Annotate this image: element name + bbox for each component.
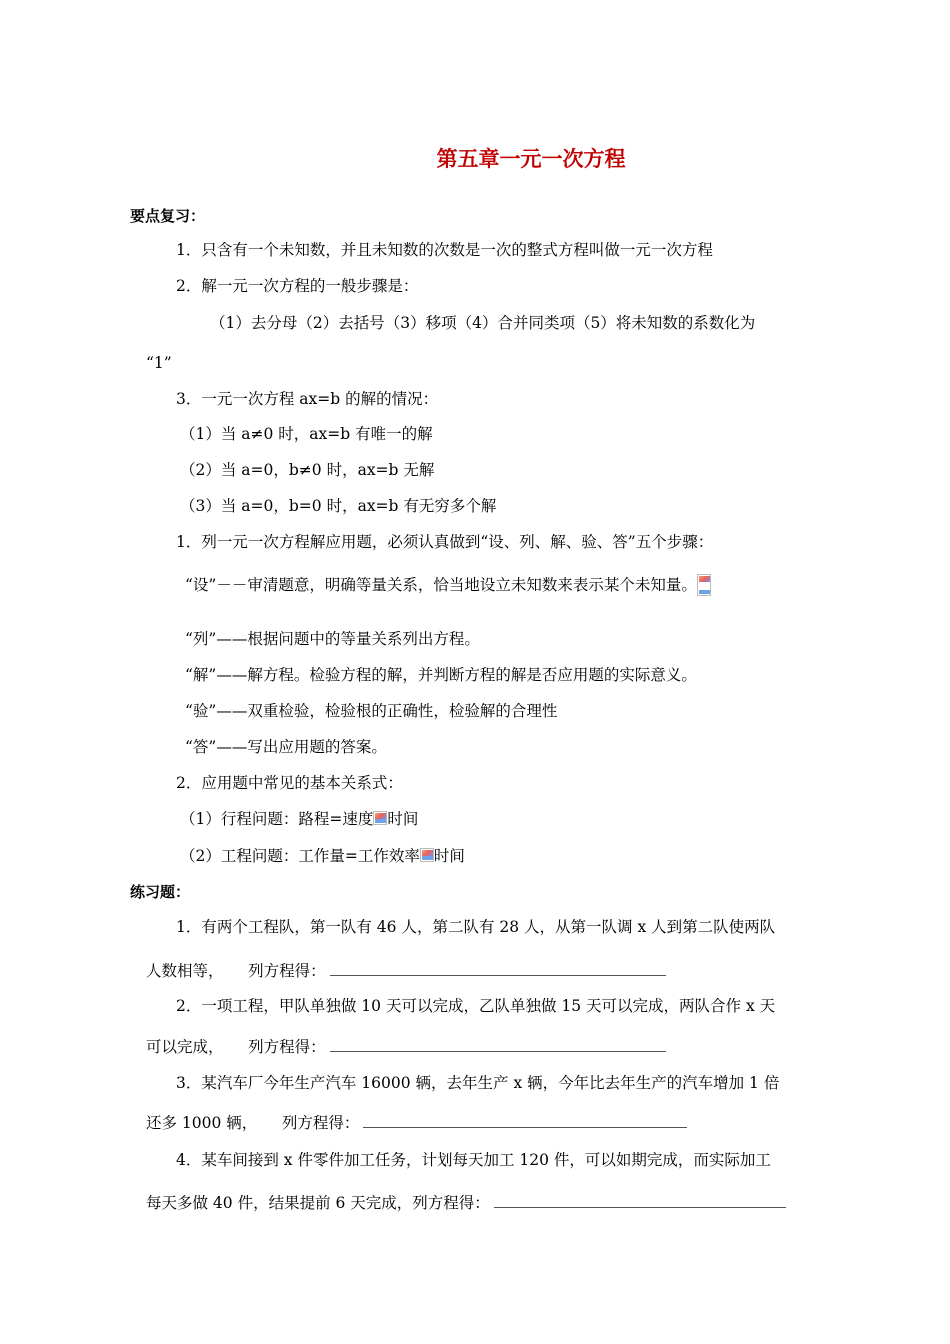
step-she xyxy=(185,574,711,596)
question-2-line-1: 2．一项工程，甲队单独做 10 天可以完成，乙队单独做 15 天可以完成，两队合作 x 天 xyxy=(176,997,776,1015)
step-yan: “验”——双重检验，检验根的正确性，检验解的合理性 xyxy=(185,702,558,720)
question-3-line-1: 3．某汽车厂今年生产汽车 16000 辆，去年生产 x 辆，今年比去年生产的汽车增加 1 倍 xyxy=(176,1074,780,1092)
review-point-5: 2．应用题中常见的基本关系式： xyxy=(176,774,403,792)
question-4-line-2 xyxy=(146,1192,786,1213)
review-heading: 要点复习： xyxy=(130,207,206,225)
formula-travel xyxy=(180,809,418,829)
review-point-3: 3．一元一次方程 ax=b 的解的情况： xyxy=(176,390,439,408)
question-3-line-2 xyxy=(146,1112,687,1133)
review-point-3-case-a: （1）当 a≠0 时，ax=b 有唯一的解 xyxy=(180,425,433,443)
answer-blank[interactable] xyxy=(330,1036,666,1052)
formula-travel-left: （1）行程问题：路程=速度 xyxy=(180,810,374,828)
review-point-3-case-c: （3）当 a=0，b=0 时，ax=b 有无穷多个解 xyxy=(180,497,497,515)
answer-blank[interactable] xyxy=(494,1192,786,1208)
question-2-line-2 xyxy=(146,1036,666,1057)
image-placeholder-icon xyxy=(697,574,711,596)
step-jie: “解”——解方程。检验方程的解，并判断方程的解是否应用题的实际意义。 xyxy=(185,666,697,684)
image-placeholder-icon xyxy=(420,848,434,862)
review-point-3-case-b: （2）当 a=0，b≠0 时，ax=b 无解 xyxy=(180,461,435,479)
answer-blank[interactable] xyxy=(330,960,666,976)
formula-work-right: 时间 xyxy=(433,847,465,865)
review-point-2: 2．解一元一次方程的一般步骤是： xyxy=(176,277,419,295)
review-point-4: 1．列一元一次方程解应用题，必须认真做到“设、列、解、验、答”五个步骤： xyxy=(176,533,714,551)
question-1-line-2 xyxy=(146,960,666,981)
question-2-prompt: 可以完成， 列方程得： xyxy=(146,1038,326,1056)
question-1-prompt: 人数相等， 列方程得： xyxy=(146,962,326,980)
question-4-prompt: 每天多做 40 件，结果提前 6 天完成，列方程得： xyxy=(146,1194,490,1212)
step-she-text: “设”－－审清题意，明确等量关系，恰当地设立未知数来表示某个未知量。 xyxy=(185,576,697,594)
question-4-line-1: 4．某车间接到 x 件零件加工任务，计划每天加工 120 件，可以如期完成，而实际加工 xyxy=(176,1151,771,1169)
step-lie: “列”——根据问题中的等量关系列出方程。 xyxy=(185,630,480,648)
question-3-prompt: 还多 1000 辆， 列方程得： xyxy=(146,1114,360,1132)
step-da: “答”——写出应用题的答案。 xyxy=(185,738,387,756)
answer-blank[interactable] xyxy=(363,1112,687,1128)
review-point-2-end: “1” xyxy=(146,354,172,372)
formula-work-left: （2）工程问题：工作量=工作效率 xyxy=(180,847,420,865)
exercises-heading: 练习题： xyxy=(130,883,191,901)
formula-travel-right: 时间 xyxy=(387,810,419,828)
formula-work xyxy=(180,846,465,866)
page-title: 第五章一元一次方程 xyxy=(436,147,626,171)
image-placeholder-icon xyxy=(373,811,387,825)
review-point-2-steps: （1）去分母（2）去括号（3）移项（4）合并同类项（5）将未知数的系数化为 xyxy=(210,314,756,332)
review-point-1: 1．只含有一个未知数，并且未知数的次数是一次的整式方程叫做一元一次方程 xyxy=(176,241,713,259)
question-1-line-1: 1．有两个工程队，第一队有 46 人，第二队有 28 人，从第一队调 x 人到第二队使两队 xyxy=(176,918,776,936)
